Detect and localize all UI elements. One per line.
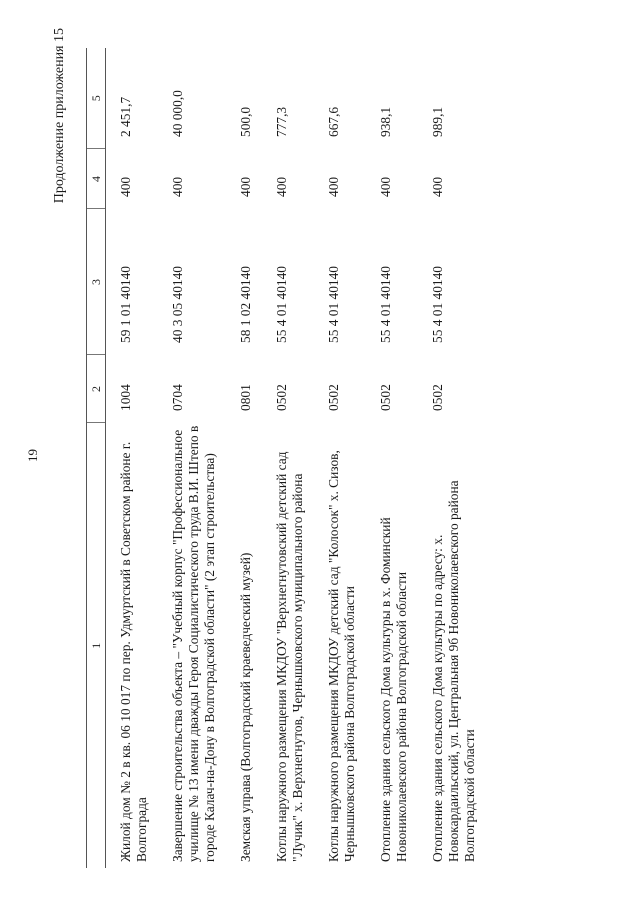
expense-type-cell: 400 bbox=[378, 176, 393, 197]
amount-cell: 2 451,7 bbox=[118, 96, 133, 137]
target-article-cell: 58 1 02 40140 bbox=[238, 266, 253, 343]
object-name-cell: Жилой дом № 2 в кв. 06 10 017 по пер. Удмуртский в Советском районе г. Волгограда bbox=[118, 441, 149, 862]
table-row bbox=[118, 48, 150, 868]
appendix-table bbox=[86, 48, 478, 868]
expense-type-cell: 400 bbox=[118, 176, 133, 197]
amount-cell: 500,0 bbox=[238, 106, 253, 137]
object-name-cell: Земская управа (Волгоградский краеведческий музей) bbox=[238, 552, 253, 862]
column-header: 3 bbox=[87, 209, 106, 355]
object-name-cell: Котлы наружного размещения МКДОУ "Верхнегнутовский детский сад "Лучик" х. Верхнегнутов, Чернышковского муниципального района bbox=[274, 451, 305, 862]
table-header-row bbox=[87, 48, 106, 868]
section-cell: 0502 bbox=[326, 384, 341, 411]
section-cell: 1004 bbox=[118, 384, 133, 411]
object-name-cell: Отопление здания сельского Дома культуры по адресу: х. Новокардаильский, ул. Центральная 9б Новониколаевского района Волгоградской области bbox=[430, 480, 477, 862]
section-cell: 0502 bbox=[430, 384, 445, 411]
table-row bbox=[326, 48, 358, 868]
expense-type-cell: 400 bbox=[274, 176, 289, 197]
section-cell: 0502 bbox=[274, 384, 289, 411]
target-article-cell: 55 4 01 40140 bbox=[326, 266, 341, 343]
column-header: 2 bbox=[87, 355, 106, 423]
table-row bbox=[430, 48, 478, 868]
object-name-cell: Котлы наружного размещения МКДОУ детский сад "Колосок" х. Сизов, Чернышковского района Волгоградской области bbox=[326, 450, 357, 862]
amount-cell: 40 000,0 bbox=[170, 90, 185, 137]
target-article-cell: 55 4 01 40140 bbox=[274, 266, 289, 343]
amount-cell: 938,1 bbox=[378, 106, 393, 137]
table-row bbox=[378, 48, 410, 868]
section-cell: 0704 bbox=[170, 384, 185, 411]
target-article-cell: 55 4 01 40140 bbox=[430, 266, 445, 343]
amount-cell: 667,6 bbox=[326, 106, 341, 137]
table-row bbox=[170, 48, 218, 868]
expense-type-cell: 400 bbox=[170, 176, 185, 197]
table-row bbox=[238, 48, 254, 868]
column-header: 1 bbox=[87, 423, 106, 868]
expense-type-cell: 400 bbox=[326, 176, 341, 197]
section-cell: 0502 bbox=[378, 384, 393, 411]
page-number: 19 bbox=[25, 449, 40, 462]
target-article-cell: 40 3 05 40140 bbox=[170, 266, 185, 343]
table-row bbox=[274, 48, 306, 868]
object-name-cell: Отопление здания сельского Дома культуры в х. Фоминский Новониколаевского района Волгоградской области bbox=[378, 517, 409, 862]
section-cell: 0801 bbox=[238, 384, 253, 411]
column-header: 4 bbox=[87, 149, 106, 209]
continuation-label: Продолжение приложения 15 bbox=[52, 28, 67, 204]
target-article-cell: 55 4 01 40140 bbox=[378, 266, 393, 343]
expense-type-cell: 400 bbox=[238, 176, 253, 197]
target-article-cell: 59 1 01 40140 bbox=[118, 266, 133, 343]
column-header: 5 bbox=[87, 48, 106, 149]
object-name-cell: Завершение строительства объекта – "Учебный корпус "Профессиональное училище № 13 имени дважды Героя Социалистического труда В.И. Штепо в городе Калач-на-Дону в Волгоградской области" (2 этап строительства) bbox=[170, 425, 217, 862]
expense-type-cell: 400 bbox=[430, 176, 445, 197]
amount-cell: 777,3 bbox=[274, 106, 289, 137]
amount-cell: 989,1 bbox=[430, 106, 445, 137]
